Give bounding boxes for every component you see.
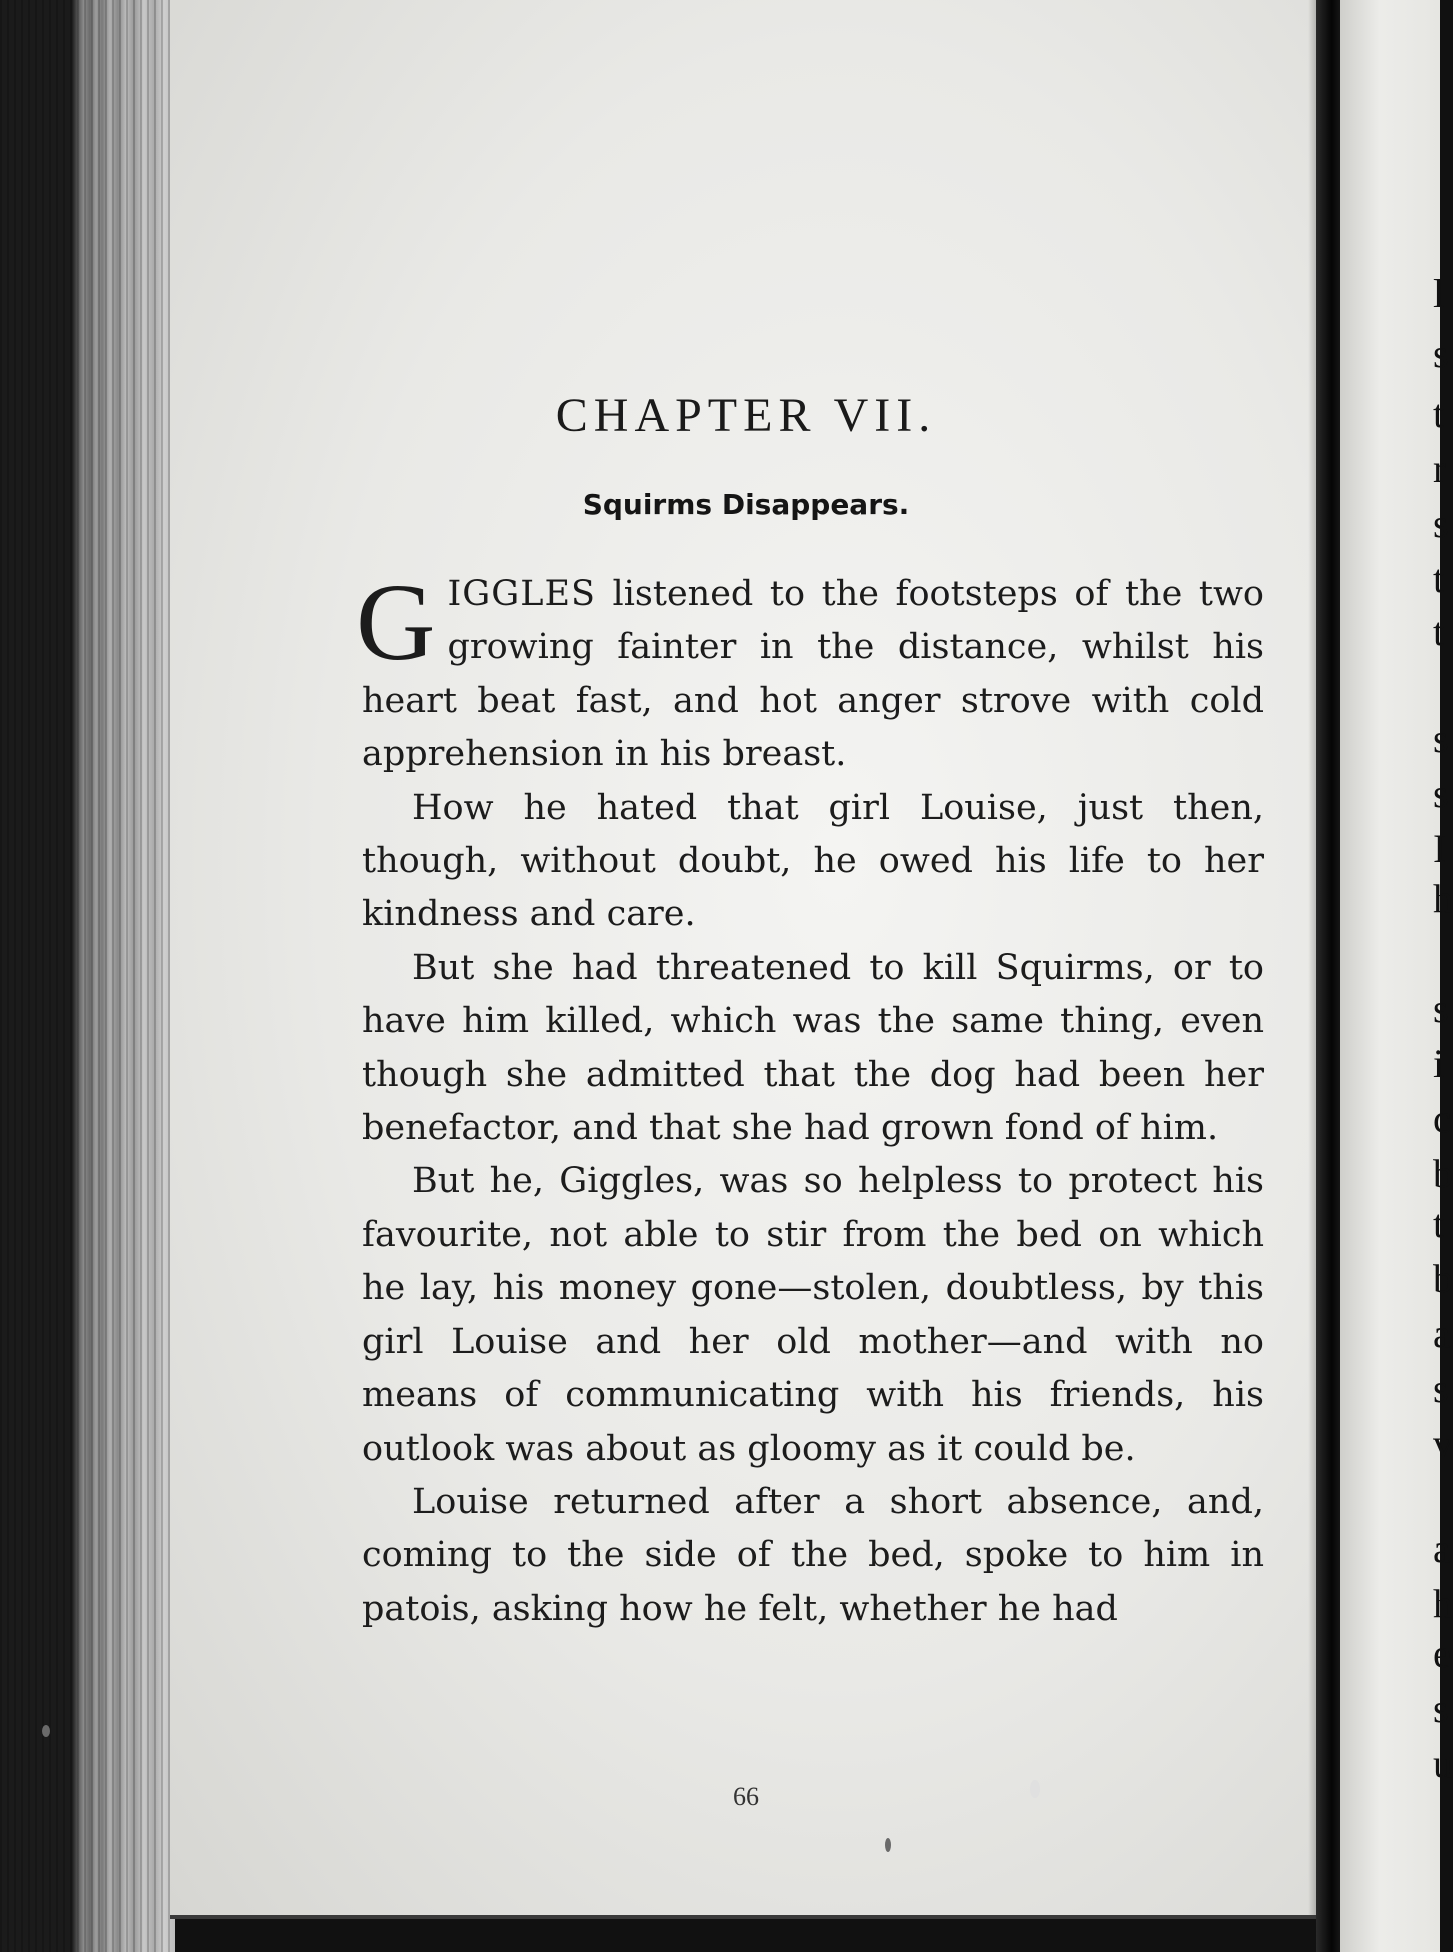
facing-page-letter: s: [1433, 716, 1449, 761]
facing-page-letter: h: [1433, 1581, 1453, 1626]
facing-page-text: [1433, 0, 1453, 1952]
facing-page-letter: s: [1433, 986, 1449, 1031]
facing-page-letter: t: [1433, 556, 1445, 601]
facing-page-letter: h: [1433, 876, 1453, 921]
facing-page-letter: t: [1433, 609, 1445, 654]
facing-page-letter: u: [1433, 1741, 1453, 1786]
facing-page-letter: c: [1433, 1096, 1451, 1141]
dust-speck: [885, 1838, 891, 1852]
book-gutter: [1316, 0, 1342, 1952]
chapter-subtitle: Squirms Disappears.: [582, 488, 910, 521]
facing-page-letter: t: [1433, 1201, 1445, 1246]
paragraph: How he hated that girl Louise, just then, though, without doubt, he owed his life to her kindness and care.: [362, 787, 1264, 935]
facing-page-letter: t: [1433, 391, 1445, 436]
paragraph: Louise returned after a short absence, and, coming to the side of the bed, spoke to him in patois, asking how he felt, whether he had: [362, 1481, 1264, 1629]
facing-page-letter: s: [1433, 1366, 1449, 1411]
chapter-title: CHAPTER VII.: [555, 389, 937, 442]
facing-page: [1340, 0, 1440, 1952]
facing-page-letter: s: [1433, 331, 1449, 376]
body-text: [356, 561, 1264, 1636]
facing-page-letter: s: [1433, 501, 1449, 546]
paragraph-text: listened to the footsteps of the two growing fainter in the distance, whilst his heart beat fast, and hot anger strove with cold apprehension in his breast.: [362, 574, 1264, 775]
paragraph: But she had threatened to kill Squirms, or to have him killed, which was the same thing, even though she admitted that the dog had been her benefactor, and that she had grown fond of him.: [362, 947, 1264, 1149]
facing-page-letter: a: [1433, 1311, 1451, 1356]
dust-speck: [1030, 1780, 1040, 1798]
paragraph: [356, 561, 1264, 782]
facing-page-letter: b: [1433, 1151, 1453, 1196]
page-number: 66: [733, 1782, 759, 1811]
facing-page-letter: e: [1433, 1631, 1451, 1676]
paragraph: But he, Giggles, was so helpless to protect his favourite, not able to stir from the bed on which he lay, his money gone—stolen, doubtless, by this girl Louise and her old mother—and with no means of communicating with his friends, his outlook was about as gloomy as it could be.: [362, 1161, 1264, 1469]
facing-page-letter: v: [1433, 1421, 1453, 1466]
facing-page-letter: s: [1433, 771, 1449, 816]
facing-page-letter: a: [1433, 1526, 1451, 1571]
facing-page-letter: l: [1433, 271, 1445, 316]
small-caps-word: IGGLES: [447, 574, 596, 614]
facing-page-letter: i: [1433, 1041, 1445, 1086]
facing-page-letter: I: [1433, 826, 1447, 871]
facing-page-letter: b: [1433, 1256, 1453, 1301]
page-edge-stack: [0, 0, 175, 1952]
drop-cap: G: [356, 561, 436, 683]
dust-speck: [42, 1725, 50, 1737]
facing-page-letter: s: [1433, 1686, 1449, 1731]
facing-page-letter: r: [1433, 446, 1447, 491]
